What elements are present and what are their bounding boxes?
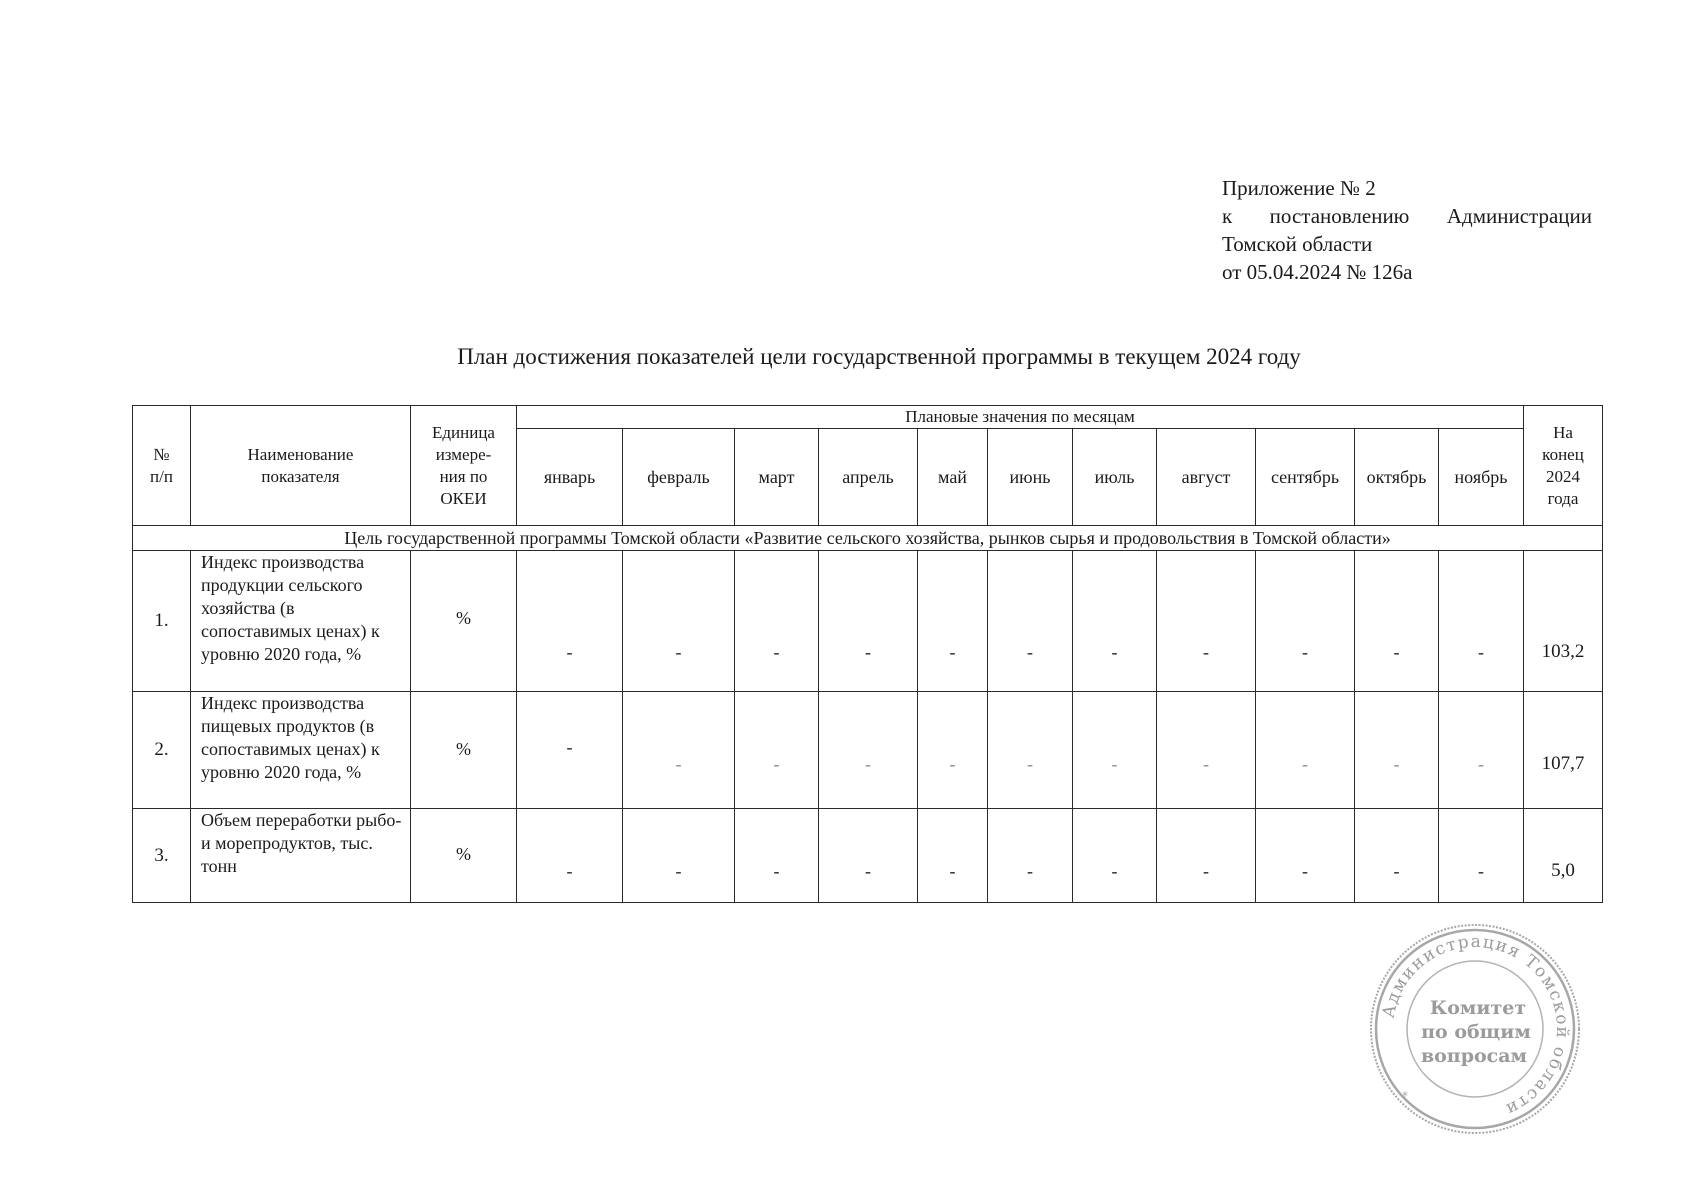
header-month: февраль: [623, 429, 735, 526]
row-month-value: -: [918, 551, 988, 692]
row-month-value: -: [517, 551, 623, 692]
row-month-value: -: [1073, 809, 1157, 903]
appendix-line-4: от 05.04.2024 № 126а: [1222, 260, 1413, 284]
row-num: 1.: [133, 551, 191, 692]
row-month-value: -: [623, 551, 735, 692]
header-unit: Единица измере- ния по ОКЕИ: [411, 406, 517, 526]
header-month: май: [918, 429, 988, 526]
row-month-value: -: [819, 551, 918, 692]
row-month-value: -: [988, 692, 1073, 809]
row-month-value: -: [819, 692, 918, 809]
svg-text:*: *: [1402, 1089, 1408, 1103]
header-month: ноябрь: [1439, 429, 1524, 526]
goal-text: Цель государственной программы Томской области «Развитие сельского хозяйства, рынков сырья и продовольствия в Томской области»: [133, 526, 1603, 551]
header-month: август: [1157, 429, 1256, 526]
table-row: [133, 551, 1603, 692]
header-months-group: Плановые значения по месяцам: [517, 406, 1524, 429]
header-month: апрель: [819, 429, 918, 526]
stamp-ring-text: Администрация Томской области: [1378, 931, 1573, 1120]
stamp-line-3: вопросам: [1420, 1045, 1528, 1067]
header-month: октябрь: [1355, 429, 1439, 526]
plan-table: [132, 405, 1603, 903]
appendix-line-3: Томской области: [1222, 232, 1373, 256]
row-unit: %: [411, 551, 517, 692]
row-month-value: -: [735, 809, 819, 903]
stamp-line-1: Комитет: [1429, 997, 1527, 1019]
official-stamp: [1368, 922, 1582, 1136]
appendix-line-1: Приложение № 2: [1222, 176, 1376, 200]
row-end-value: 107,7: [1524, 692, 1603, 809]
row-name: Индекс производства пищевых продуктов (в сопоставимых ценах) к уровню 2020 года, %: [191, 692, 411, 809]
document-title: [0, 344, 1698, 370]
header-name: Наименование показателя: [191, 406, 411, 526]
row-month-value: -: [735, 551, 819, 692]
row-month-value: -: [988, 551, 1073, 692]
header-month: январь: [517, 429, 623, 526]
row-num: 2.: [133, 692, 191, 809]
row-month-value: -: [1157, 809, 1256, 903]
row-unit: %: [411, 692, 517, 809]
appendix-block: [1222, 174, 1592, 286]
header-month: июль: [1073, 429, 1157, 526]
row-unit: %: [411, 809, 517, 903]
row-month-value: -: [623, 809, 735, 903]
row-month-value: -: [735, 692, 819, 809]
table-row: [133, 809, 1603, 903]
row-month-value: -: [1157, 551, 1256, 692]
row-month-value: -: [1439, 809, 1524, 903]
header-month: март: [735, 429, 819, 526]
row-month-value: -: [1355, 809, 1439, 903]
row-num: 3.: [133, 809, 191, 903]
row-month-value: -: [988, 809, 1073, 903]
row-month-value: -: [517, 692, 623, 809]
table-header-row-1: [133, 406, 1603, 429]
row-month-value: -: [819, 809, 918, 903]
row-month-value: -: [1439, 692, 1524, 809]
row-month-value: -: [1355, 692, 1439, 809]
header-month: сентябрь: [1256, 429, 1355, 526]
row-end-value: 103,2: [1524, 551, 1603, 692]
row-month-value: -: [1256, 809, 1355, 903]
row-name: Объем переработки рыбо- и морепродуктов, тыс. тонн: [191, 809, 411, 903]
row-end-value: 5,0: [1524, 809, 1603, 903]
row-month-value: -: [1439, 551, 1524, 692]
appendix-line-2: к постановлению Администрации: [1222, 204, 1592, 228]
row-month-value: -: [1256, 692, 1355, 809]
row-month-value: -: [1073, 551, 1157, 692]
row-month-value: -: [1355, 551, 1439, 692]
row-month-value: -: [918, 692, 988, 809]
document-title-text: План достижения показателей цели государственной программы в текущем 2024 году: [457, 344, 1301, 369]
header-end: На конец 2024 года: [1524, 406, 1603, 526]
header-month: июнь: [988, 429, 1073, 526]
stamp-line-2: по общим: [1421, 1021, 1531, 1043]
row-month-value: -: [1256, 551, 1355, 692]
row-month-value: -: [517, 809, 623, 903]
goal-row: [133, 526, 1603, 551]
row-month-value: -: [1073, 692, 1157, 809]
row-name: Индекс производства продукции сельского хозяйства (в сопоставимых ценах) к уровню 2020 года, %: [191, 551, 411, 692]
table-row: [133, 692, 1603, 809]
header-num: № п/п: [133, 406, 191, 526]
row-month-value: -: [623, 692, 735, 809]
row-month-value: -: [918, 809, 988, 903]
row-month-value: -: [1157, 692, 1256, 809]
